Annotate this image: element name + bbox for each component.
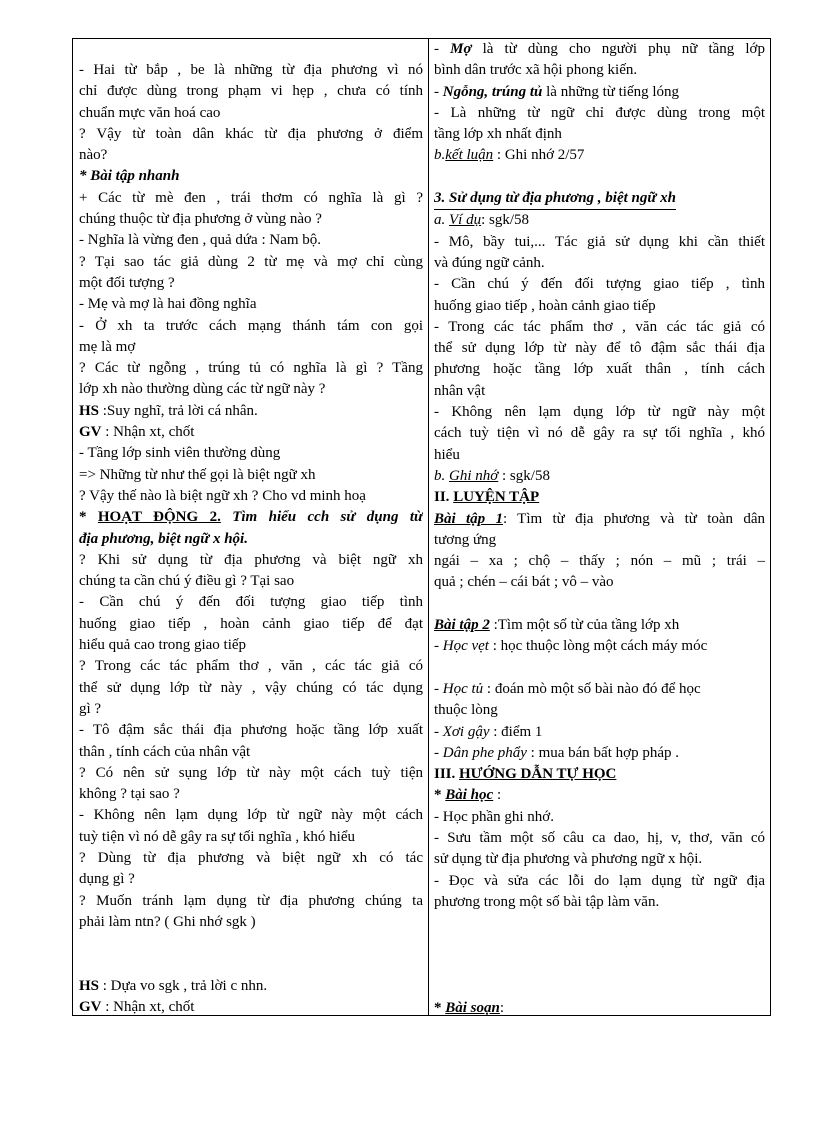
spacer [79,933,423,976]
right-text-line: Bài tập 1: Tìm từ địa phương và từ toàn dân [434,510,765,527]
left-text-line: huống giao tiếp , hoàn cảnh giao tiếp để đạt [79,615,423,632]
right-text-line: thuộc lòng [434,702,498,719]
left-text-line: mẹ là mợ [79,338,136,355]
right-text-line: a. Ví dụ: sgk/58 [434,212,530,229]
right-text-line: - Học tủ : đoán mò một số bài nào đó để học [434,680,701,697]
left-text-line: ? Vậy từ toàn dân khác từ địa phương ở điểm [79,125,423,142]
right-text-line: quả ; chén – cái bát ; vô – vào [434,574,614,591]
left-text-line: * Bài tập nhanh [79,168,180,185]
left-text-line: - Cần chú ý đến đối tượng giao tiếp tình [79,594,423,611]
right-text-line: nhân vật [434,382,486,399]
left-column [73,39,429,1015]
left-text-line: - Tầng lớp sinh viên thường dùng [79,445,281,462]
left-text-line: lớp xh nào thường dùng các từ ngữ này ? [79,381,326,398]
left-text-line: ? Vậy thế nào là biệt ngữ xh ? Cho vd minh hoạ [79,487,366,504]
right-text-line: Bài tập 2 :Tìm một số từ của tầng lớp xh [434,617,680,634]
left-text-line: => Những từ như thế gọi là biệt ngữ xh [79,466,316,483]
right-text-line: sử dụng từ địa phương và phương ngữ x hội. [434,851,703,868]
left-text-line: thân , tính cách của nhân vật [79,743,251,760]
spacer [434,913,765,998]
left-text-line: chúng ta cần chú ý điều gì ? Tại sao [79,573,295,590]
left-text-line: - Ở xh ta trước cách mạng thánh tám con gọi [79,317,423,334]
right-text-line: - Cần chú ý đến đối tượng giao tiếp , tình [434,276,765,293]
right-text-line: - Trong các tác phẩm thơ , văn các tác giả có [434,318,765,335]
right-text-line: * Bài học : [434,787,502,804]
left-text-line: - Tô đậm sắc thái địa phương hoặc tầng lớp xuất [79,722,423,739]
right-text-line: b.kết luận : Ghi nhớ 2/57 [434,147,585,164]
left-text-line: ? Khi sử dụng từ địa phương và biệt ngữ xh [79,551,423,568]
right-text-line: - Là những từ ngữ chỉ được dùng trong một [434,104,765,121]
right-text-line: phương hoặc tầng lớp xuất thân , tính cách [434,361,765,378]
left-text-line: chỉ được dùng trong phạm vi hẹp , chưa có tính [79,83,423,100]
spacer [434,594,765,615]
left-text-line: không ? tại sao ? [79,786,180,803]
right-text-line: - Mô, bầy tui,... Tác giả sử dụng khi cần thiết [434,233,765,250]
left-text-line: ? Tại sao tác giả dùng 2 từ mẹ và mợ chỉ cùng [79,253,423,270]
right-text-line: - Học phần ghi nhớ. [434,808,554,825]
right-column [429,39,770,1015]
right-text-line: III. HƯỚNG DẪN TỰ HỌC [434,766,617,783]
right-text-line: - Ngỗng, trúng tủ là những từ tiếng lóng [434,83,680,100]
left-text-line: dụng gì ? [79,871,135,888]
left-text-line: GV : Nhận xt, chốt [79,999,195,1016]
left-text-line: GV : Nhận xt, chốt [79,424,195,441]
right-text-line: hiểu [434,446,460,463]
left-text-line: - Mẹ và mợ là hai đồng nghĩa [79,296,257,313]
right-text-line: tầng lớp xh nhất định [434,126,562,143]
right-text-line: - Sưu tầm một số câu ca dao, hị, v, thơ, văn có [434,829,765,846]
right-text-line: - Học vẹt : học thuộc lòng một cách máy móc [434,638,708,655]
left-text-line: ? Muốn tránh lạm dụng từ địa phương chúng ta [79,892,423,909]
left-text-line: thể sử dụng lớp từ này , vậy chúng có tác dụng [79,679,423,696]
left-text-line: tuỳ tiện vì nó dễ gây ra sự tối nghĩa , khó hiểu [79,828,355,845]
left-text-line: ? Trong các tác phẩm thơ , văn , các tác giả có [79,658,423,675]
right-text-line: II. LUYỆN TẬP [434,489,540,506]
right-text-line: 3. Sử dụng từ địa phương , biệt ngữ xh [434,188,765,210]
right-text-line: ngái – xa ; chộ – thấy ; nón – mũ ; trái – [434,553,765,570]
left-text-line: gì ? [79,700,102,717]
right-text-line: huống giao tiếp , hoàn cảnh giao tiếp [434,297,656,314]
left-text-line: chúng thuộc từ địa phương ở vùng nào ? [79,211,322,228]
right-text-line: - Đọc và sửa các lỗi do lạm dụng từ ngữ địa [434,872,765,889]
right-text-line: cách tuỳ tiện vì nó dễ gây ra sự tối nghĩa , khó [434,425,765,442]
right-text-line: tương ứng [434,531,497,548]
left-text-line: - Hai từ bắp , be là những từ địa phương vì nó [79,62,423,78]
right-text-line: * Bài soạn: [434,1000,505,1017]
left-text-line: phải làm ntn? ( Ghi nhớ sgk ) [79,913,256,930]
left-text-line: + Các từ mè đen , trái thơm có nghĩa là gì ? [79,189,423,206]
left-text-line: chuẩn mực văn hoá cao [79,104,221,121]
left-text-line: HS :Suy nghĩ, trả lời cá nhân. [79,402,258,419]
spacer [434,658,765,679]
left-text-line: HS : Dựa vo sgk , trả lời c nhn. [79,977,268,994]
left-text-line: một đối tượng ? [79,274,175,291]
right-text-line: bình dân trước xã hội phong kiến. [434,62,638,79]
left-text-line: ? Dùng từ địa phương và biệt ngữ xh có tác [79,849,423,866]
left-text-line: nào? [79,147,108,164]
right-text-line: b. Ghi nhớ : sgk/58 [434,467,550,484]
left-text-line: - Nghĩa là vừng đen , quả dứa : Nam bộ. [79,232,322,249]
right-text-line: - Mợ là từ dùng cho người phụ nữ tầng lớp [434,41,765,57]
left-text-line: ? Có nên sử sụng lớp từ này một cách tuỳ tiện [79,764,423,781]
left-text-line: ? Các từ ngỗng , trúng tủ có nghĩa là gì ? Tầng [79,360,423,377]
left-text-line: - Không nên lạm dụng lớp từ ngữ này một cách [79,807,423,824]
right-text-line: phương trong một số bài tập làm văn. [434,893,660,910]
left-text-line: hiểu quả cao trong giao tiếp [79,637,247,654]
lesson-table [72,38,771,1016]
spacer [434,167,765,188]
right-text-line: thể sử dụng lớp từ này để tô đậm sắc thái địa [434,340,765,357]
right-text-line: - Dân phe phẩy : mua bán bất hợp pháp . [434,744,679,761]
right-text-line: - Không nên lạm dụng lớp từ ngữ này một [434,404,765,421]
left-text-line: * HOẠT ĐỘNG 2. Tìm hiểu cch sử dụng từ [79,509,423,526]
right-text-line: và đúng ngữ cảnh. [434,254,545,271]
left-text-line: địa phương, biệt ngữ x hội. [79,530,248,547]
right-text-line: - Xơi gậy : điểm 1 [434,723,543,740]
